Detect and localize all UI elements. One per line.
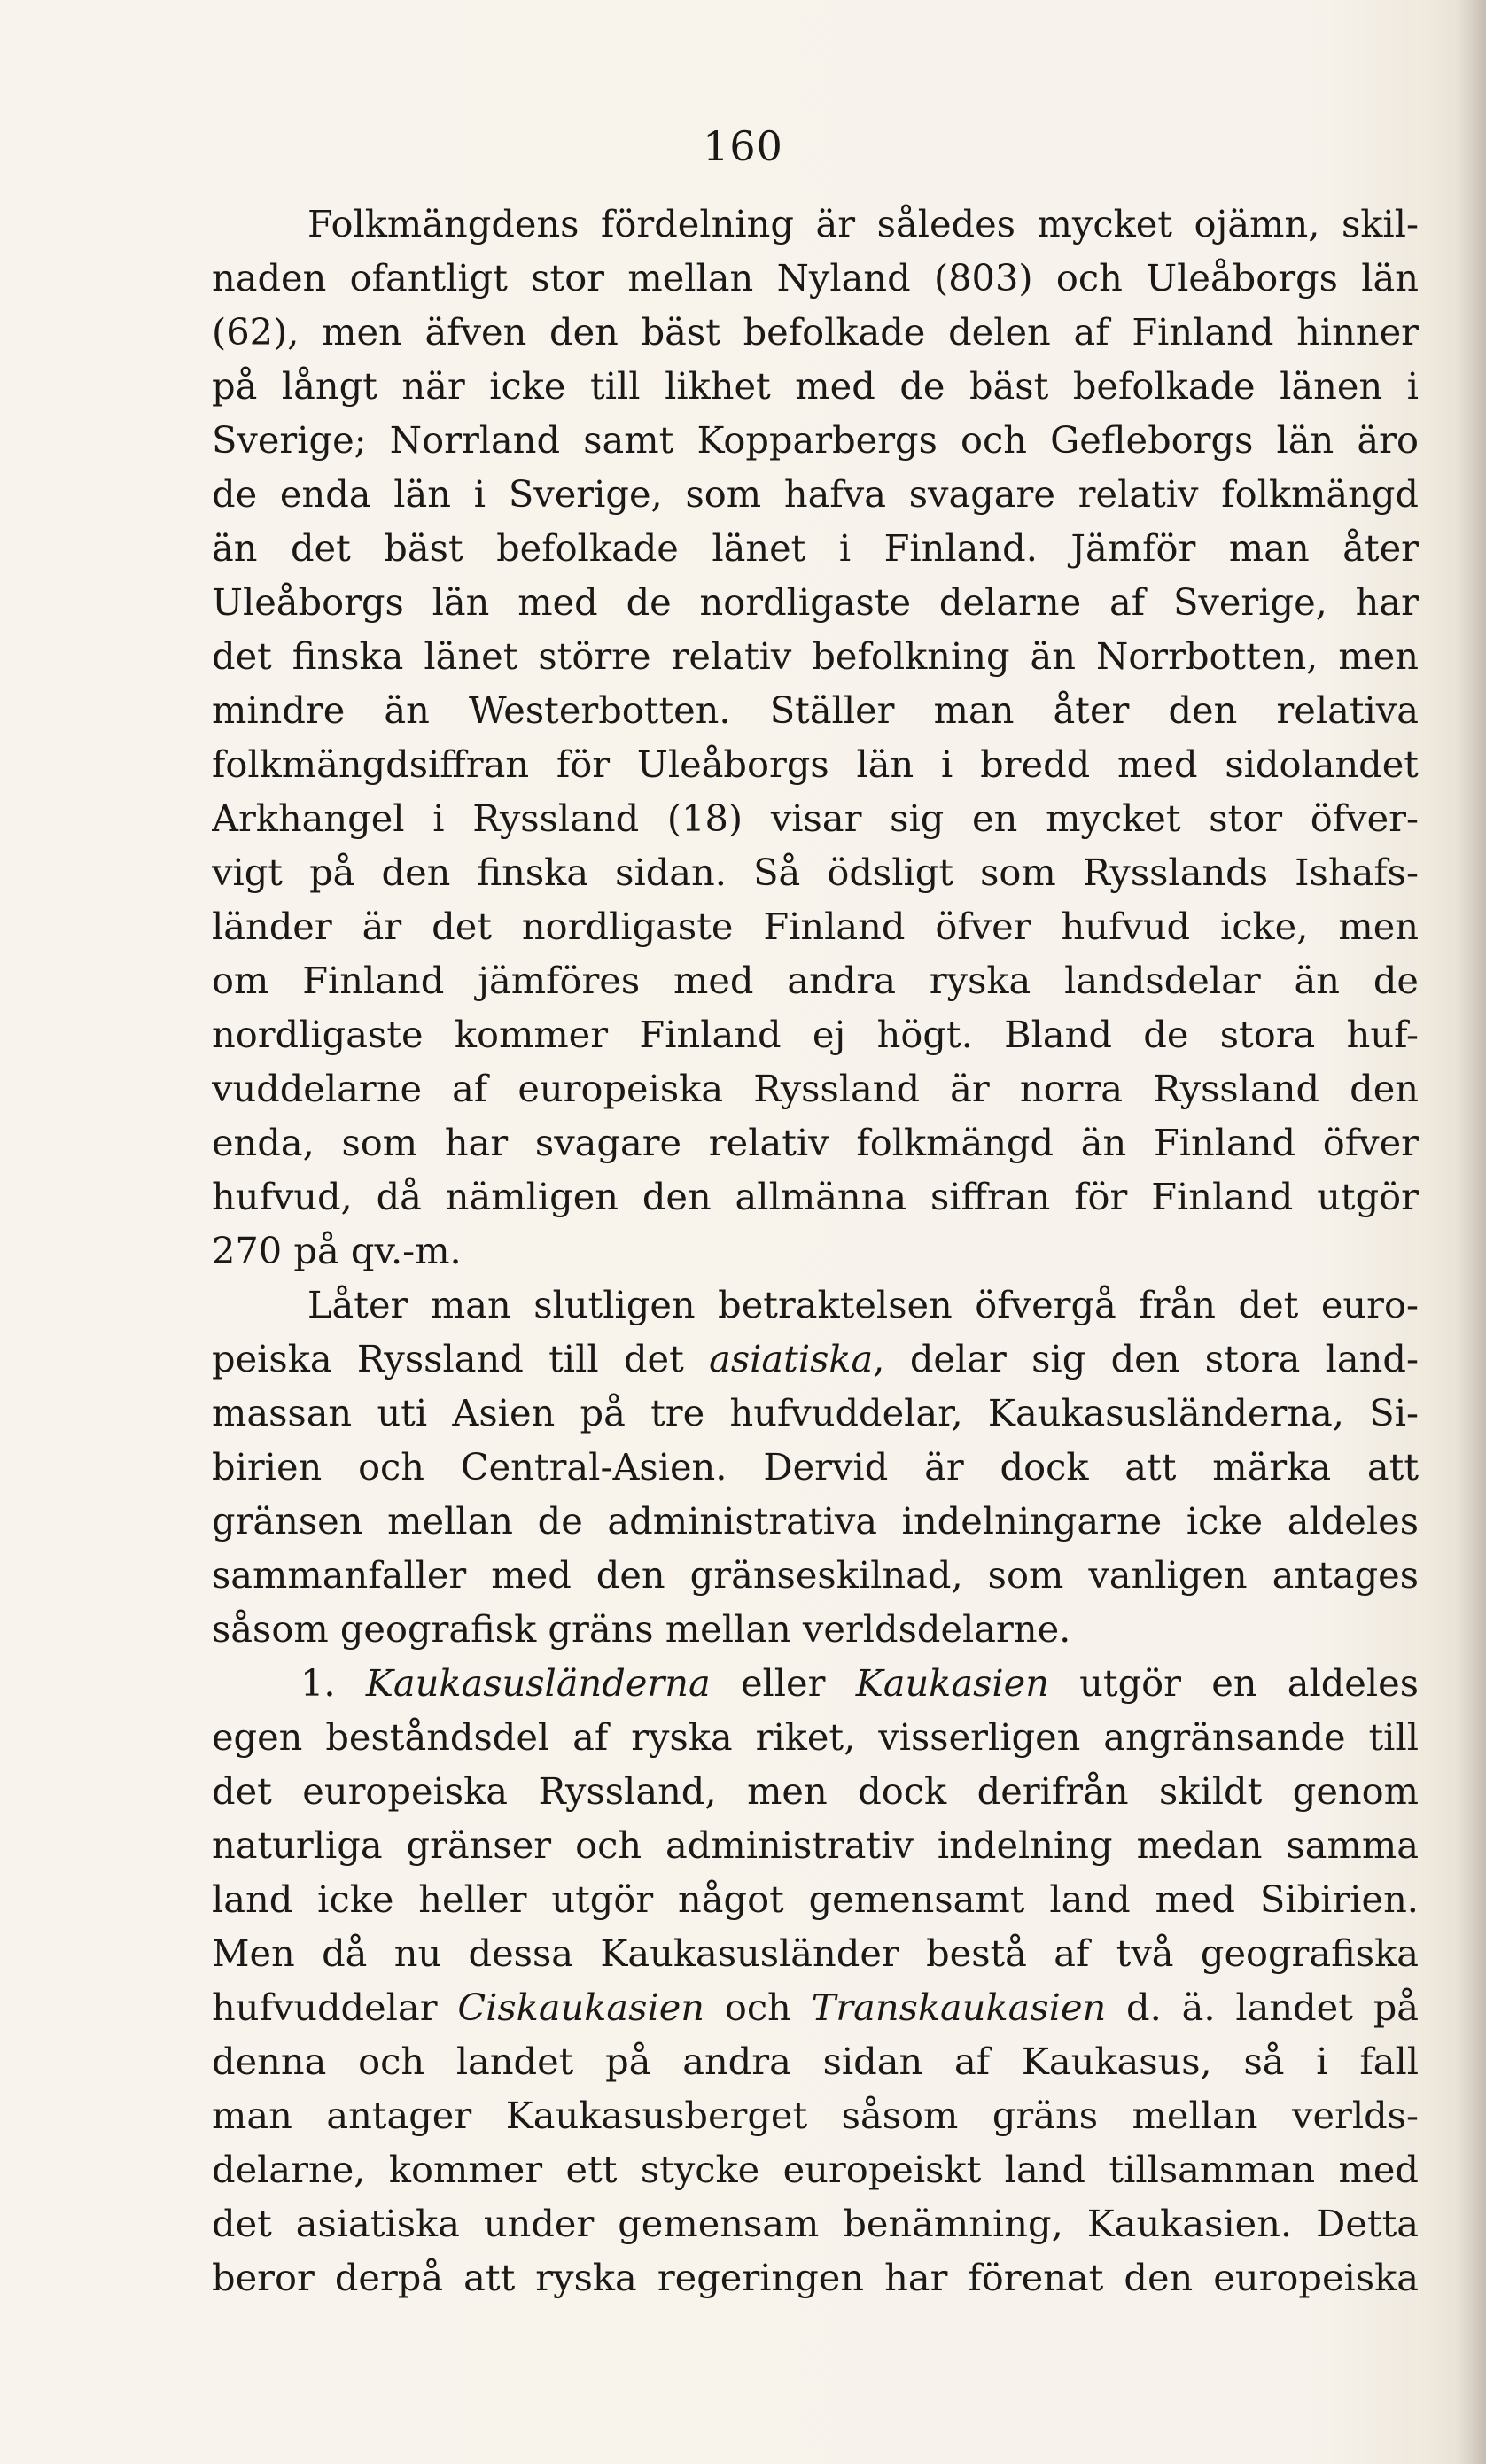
text-line: Men då nu dessa Kaukasusländer bestå af två geografiska [212, 1932, 1419, 1975]
text-segment: eller [710, 1661, 856, 1705]
text-line: naturliga gränser och administrativ indelning medan samma [212, 1823, 1419, 1867]
text-line [212, 1980, 1419, 2034]
text-segment: och [704, 1986, 812, 2029]
text-line: (62), men äfven den bäst befolkade delen af Finland hinner [212, 310, 1419, 354]
text-line: de enda län i Sverige, som hafva svagare relativ folkmängd [212, 472, 1419, 516]
text-line: Arkhangel i Ryssland (18) visar sig en mycket stor öfver- [212, 797, 1419, 840]
text-line: vigt på den finska sidan. Så ödsligt som Rysslands Ishafs- [212, 851, 1419, 894]
body-text [212, 197, 1419, 2305]
text-line: beror derpå att ryska regeringen har förenat den europeiska [212, 2256, 1419, 2299]
text-line: vuddelarne af europeiska Ryssland är norra Ryssland den [212, 1067, 1419, 1110]
text-line: massan uti Asien på tre hufvuddelar, Kaukasusländerna, Si- [212, 1391, 1419, 1434]
text-line: delarne, kommer ett stycke europeiskt land tillsamman med [212, 2148, 1419, 2191]
text-line: Låter man slutligen betraktelsen öfvergå från det euro- [307, 1283, 1419, 1326]
text-line: hufvud, då nämligen den allmänna siffran för Finland utgör [212, 1175, 1419, 1218]
text-line: det asiatiska under gemensam benämning, Kaukasien. Detta [212, 2202, 1419, 2245]
text-segment: peiska Ryssland till det [212, 1337, 710, 1380]
text-line: såsom geografisk gräns mellan verldsdelarne. [212, 1607, 1071, 1651]
text-segment: utgör en aldeles [1048, 1661, 1419, 1705]
text-line: än det bäst befolkade länet i Finland. Jämför man åter [212, 526, 1419, 570]
text-line: sammanfaller med den gränseskilnad, som vanligen antages [212, 1553, 1419, 1597]
text-line: Folkmängdens fördelning är således mycket ojämn, skil- [307, 202, 1419, 245]
text-line: det europeiska Ryssland, men dock derifrån skildt genom [212, 1769, 1419, 1813]
text-line: Sverige; Norrland samt Kopparbergs och Gefleborgs län äro [212, 418, 1419, 462]
text-line: gränsen mellan de administrativa indelningarne icke aldeles [212, 1499, 1419, 1543]
italic-term-transkaukasien: Transkaukasien [811, 1986, 1107, 2029]
italic-term-asiatiska: asiatiska [709, 1337, 874, 1380]
section-number: 1. [300, 1661, 366, 1705]
text-line: enda, som har svagare relativ folkmängd än Finland öfver [212, 1121, 1419, 1164]
text-line: man antager Kaukasusberget såsom gräns mellan verlds- [212, 2094, 1419, 2137]
text-line: birien och Central-Asien. Dervid är dock att märka att [212, 1445, 1419, 1489]
text-line: Uleåborgs län med de nordligaste delarne af Sverige, har [212, 580, 1419, 624]
text-line: 270 på qv.-m. [212, 1229, 462, 1272]
text-line: land icke heller utgör något gemensamt land med Sibirien. [212, 1877, 1419, 1921]
text-segment: hufvuddelar [212, 1986, 458, 2029]
text-line: egen beståndsdel af ryska riket, visserligen angränsande till [212, 1715, 1419, 1759]
text-line: länder är det nordligaste Finland öfver hufvud icke, men [212, 905, 1419, 948]
text-line: om Finland jämföres med andra ryska landsdelar än de [212, 959, 1419, 1002]
text-line [212, 1656, 1419, 1710]
text-line: nordligaste kommer Finland ej högt. Bland de stora huf- [212, 1013, 1419, 1056]
italic-term-kaukasien: Kaukasien [855, 1661, 1049, 1705]
text-line: folkmängdsiffran för Uleåborgs län i bredd med sidolandet [212, 742, 1419, 786]
italic-term-ciskaukasien: Ciskaukasien [457, 1986, 705, 2029]
text-segment: d. ä. landet på [1106, 1986, 1419, 2029]
italic-term-kaukasuslanderna: Kaukasusländerna [365, 1661, 711, 1705]
page-edge-shadow [1456, 0, 1486, 2464]
page-number: 160 [703, 122, 783, 170]
text-segment: , delar sig den stora land- [873, 1337, 1419, 1380]
text-line: mindre än Westerbotten. Ställer man åter den relativa [212, 688, 1419, 732]
text-line [212, 1332, 1419, 1386]
text-line: naden ofantligt stor mellan Nyland (803) och Uleåborgs län [212, 256, 1419, 299]
text-line: på långt när icke till likhet med de bäst befolkade länen i [212, 364, 1419, 408]
text-line: det finska länet större relativ befolkning än Norrbotten, men [212, 634, 1419, 678]
text-line: denna och landet på andra sidan af Kaukasus, så i fall [212, 2040, 1419, 2083]
